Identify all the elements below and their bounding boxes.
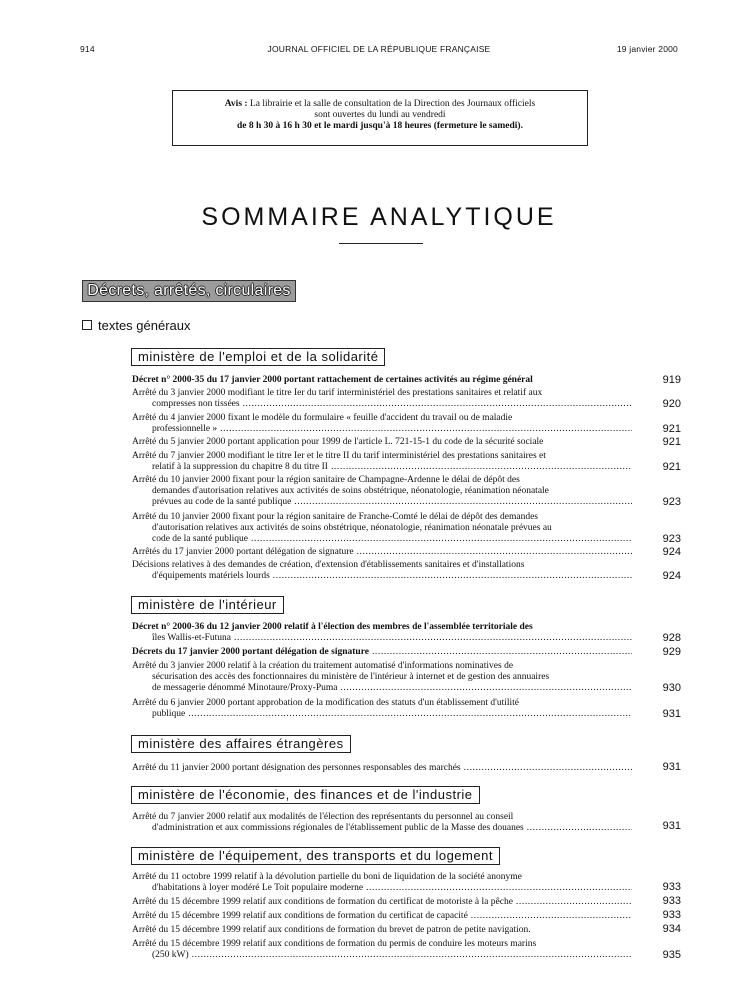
toc-entry[interactable]: Décrets du 17 janvier 2000 portant délégation de signature ..... <box>132 647 632 658</box>
toc-page-ref[interactable]: 931 <box>662 820 681 832</box>
toc-page-ref[interactable]: 919 <box>662 374 681 386</box>
toc-entry[interactable]: Arrêté du 15 décembre 1999 relatif aux conditions de formation du permis de conduire les moteurs marins (250 kW) ..... <box>132 939 632 961</box>
toc-page-ref[interactable]: 934 <box>662 923 681 935</box>
toc-page-ref[interactable]: 921 <box>662 461 681 473</box>
toc-entry[interactable]: Arrêté du 7 janvier 2000 modifiant le titre Ier et le titre II du tarif interministériel des prestations sanitaires et relatif à la suppression du chapitre 8 du titre II ..... <box>132 451 632 473</box>
category-banner <box>82 280 296 302</box>
toc-entry[interactable]: Arrêté du 10 janvier 2000 fixant pour la région sanitaire de Franche-Comté le délai de dépôt des demandes d'autorisation relatives aux activités de soins obstétrique, néonatologie, réanimation néonatale prévues au code de la santé publique ..... <box>132 512 632 544</box>
section-heading-label: textes généraux <box>98 318 191 333</box>
notice-line-1: Avis : La librairie et la salle de consultation de la Direction des Journaux officiels <box>224 99 536 109</box>
toc-page-ref[interactable]: 921 <box>662 436 681 448</box>
toc-entry[interactable]: Arrêté du 6 janvier 2000 portant approbation de la modification des statuts d'un établissement d'utilité publique ..... <box>132 698 632 720</box>
toc-page-ref[interactable]: 921 <box>662 423 681 435</box>
toc-entry[interactable]: Arrêté du 15 décembre 1999 relatif aux conditions de formation du certificat de capacité ..... <box>132 911 632 922</box>
toc-entry[interactable]: Décret n° 2000-36 du 12 janvier 2000 relatif à l'élection des membres de l'assemblée territoriale des îles Wallis-et-Futuna ..... <box>132 622 632 644</box>
toc-page-ref[interactable]: 933 <box>662 881 681 893</box>
ministry-heading: ministère de l'équipement, des transports et du logement <box>131 847 500 865</box>
toc-page-ref[interactable]: 931 <box>662 761 681 773</box>
toc-page-ref[interactable]: 931 <box>662 708 681 720</box>
ministry-heading: ministère de l'emploi et de la solidarité <box>131 348 385 366</box>
ministry-heading: ministère des affaires étrangères <box>131 735 351 753</box>
toc-page-ref[interactable]: 929 <box>662 646 681 658</box>
notice-line-3: de 8 h 30 à 16 h 30 et le mardi jusqu'à 18 heures (fermeture le samedi). <box>237 121 523 131</box>
toc-page-ref[interactable]: 924 <box>662 546 681 558</box>
issue-date: 19 janvier 2000 <box>616 44 678 54</box>
toc-page-ref[interactable]: 923 <box>662 533 681 545</box>
page-title: SOMMAIRE ANALYTIQUE <box>201 203 557 231</box>
toc-entry[interactable]: Arrêtés du 17 janvier 2000 portant délégation de signature ..... <box>132 547 632 558</box>
toc-page-ref[interactable]: 933 <box>662 909 681 921</box>
running-header <box>80 44 678 58</box>
toc-entry[interactable]: Arrêté du 11 janvier 2000 portant désignation des personnes responsables des marchés ..... <box>132 763 632 774</box>
toc-entry[interactable]: Arrêté du 3 janvier 2000 relatif à la création du traitement automatisé d'informations nominatives de sécurisation des accès des fonctionnaires du ministère de l'intérieur à internet et de gestion des annuaires de messagerie dénommé Minotaure/Proxy-Puma ..... <box>132 661 632 693</box>
toc-page-ref[interactable]: 923 <box>662 496 681 508</box>
toc-entry[interactable]: Arrêté du 15 décembre 1999 relatif aux conditions de formation du certificat de motoriste à la pêche ..... <box>132 897 632 908</box>
toc-entry[interactable]: Arrêté du 3 janvier 2000 modifiant le titre Ier du tarif interministériel des prestations sanitaires et relatif aux compresses non tissées ..... <box>132 388 632 410</box>
toc-page-ref[interactable]: 920 <box>662 398 681 410</box>
toc-entry[interactable]: Arrêté du 15 décembre 1999 relatif aux conditions de formation du brevet de patron de petite navigation. <box>132 925 531 935</box>
toc-page-ref[interactable]: 924 <box>662 570 681 582</box>
notice-box <box>172 90 588 146</box>
toc-page-ref[interactable]: 928 <box>662 632 681 644</box>
toc-page-ref[interactable]: 933 <box>662 895 681 907</box>
toc-page-ref[interactable]: 930 <box>662 682 681 694</box>
toc-entry[interactable]: Arrêté du 10 janvier 2000 fixant pour la région sanitaire de Champagne-Ardenne le délai de dépôt des demandes d'autorisation relatives aux activités de soins obstétrique, néonatologie, réanimation néonatale prévues au code de la santé publique ..... <box>132 475 632 507</box>
checkbox-square-icon <box>82 320 92 330</box>
ministry-heading: ministère de l'économie, des finances et de l'industrie <box>131 786 480 804</box>
notice-label: Avis : <box>224 99 248 109</box>
toc-entry[interactable]: Arrêté du 7 janvier 2000 relatif aux modalités de l'élection des représentants du personnel au conseil d'administration et aux commissions régionales de l'établissement public de la Masse des douanes ..... <box>132 812 632 834</box>
toc-entry[interactable]: Arrêté du 11 octobre 1999 relatif à la dévolution partielle du boni de liquidation de la société anonyme d'habitations à loyer modéré Le Toit populaire moderne ..... <box>132 872 632 894</box>
notice-line-2: sont ouvertes du lundi au vendredi <box>314 110 446 120</box>
ministry-heading: ministère de l'intérieur <box>131 596 284 614</box>
toc-entry[interactable]: Arrêté du 5 janvier 2000 portant application pour 1999 de l'article L. 721-15-1 du code de la sécurité sociale <box>132 437 544 447</box>
toc-entry[interactable]: Décret n° 2000-35 du 17 janvier 2000 portant rattachement de certaines activités au régime général <box>132 375 533 385</box>
category-banner-label: Décrets, arrêtés, circulaires <box>87 282 291 299</box>
page-number: 914 <box>80 44 95 54</box>
toc-entry[interactable]: Arrêté du 4 janvier 2000 fixant le modèle du formulaire « feuille d'accident du travail ou de maladie professionnelle » ..... <box>132 413 632 435</box>
toc-entry[interactable]: Décisions relatives à des demandes de création, d'extension d'établissements sanitaires et d'installations d'équipements matériels lourds ..... <box>132 560 632 582</box>
title-rule <box>339 243 423 244</box>
journal-title: JOURNAL OFFICIEL DE LA RÉPUBLIQUE FRANÇAISE <box>267 44 491 54</box>
toc-page-ref[interactable]: 935 <box>662 949 681 961</box>
section-heading <box>82 318 191 333</box>
